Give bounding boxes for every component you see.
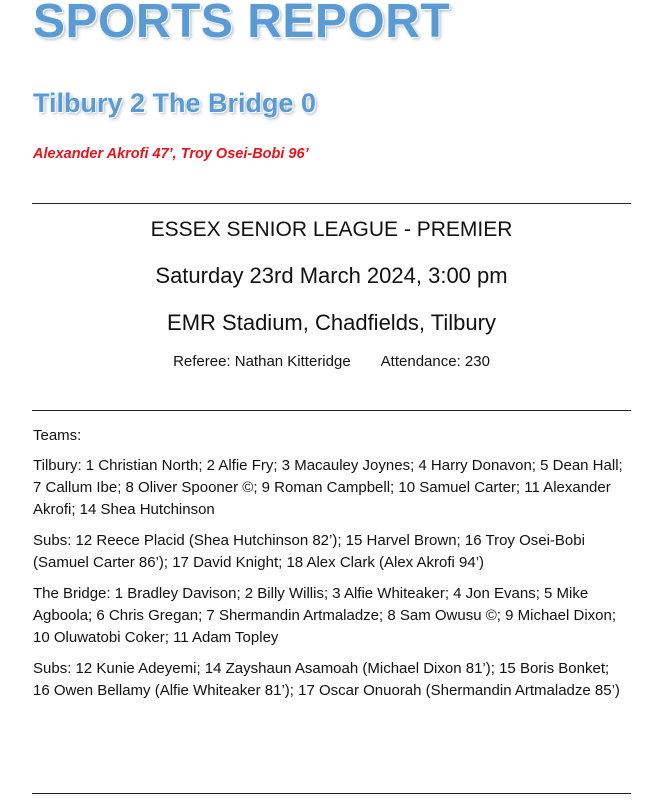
report-title: SPORTS REPORT [33, 0, 451, 48]
competition-name: ESSEX SENIOR LEAGUE - PREMIER [150, 218, 513, 241]
score-line: Tilbury 2 The Bridge 0 [33, 88, 317, 118]
match-date-time: Saturday 23rd March 2024, 3:00 pm [155, 263, 508, 288]
attendance: Attendance: 230 [380, 353, 490, 370]
bridge-subs: Subs: 12 Kunie Adeyemi; 14 Zayshaun Asamoah (Michael Dixon 81’); 15 Boris Bonket; 16 Owen Bellamy (Alfie Whiteaker 81’); 17 Oscar Onuorah (Shermandin Artmaladze 85’) [33, 660, 620, 699]
referee: Referee: Nathan Kitteridge [173, 353, 351, 370]
match-venue: EMR Stadium, Chadfields, Tilbury [167, 310, 496, 335]
teams-heading: Teams: [33, 427, 82, 444]
bridge-lineup: The Bridge: 1 Bradley Davison; 2 Billy Willis; 3 Alfie Whiteaker; 4 Jon Evans; 5 Mike Agboola; 6 Chris Gregan; 7 Shermandin Artmaladze; 8 Sam Owusu ©; 9 Michael Dixon; 10 Oluwatobi Coker; 11 Adam Topley [33, 585, 617, 646]
match-officials-row [32, 353, 631, 370]
goal-scorers: Alexander Akrofi 47’, Troy Osei-Bobi 96’ [33, 146, 309, 162]
divider-middle [32, 410, 631, 411]
tilbury-subs: Subs: 12 Reece Placid (Shea Hutchinson 82’); 15 Harvel Brown; 16 Troy Osei-Bobi (Samuel Carter 86’); 17 David Knight; 18 Alex Clark (Alex Akrofi 94’) [33, 532, 585, 571]
divider-top [32, 203, 631, 204]
teams-section [33, 425, 623, 711]
divider-bottom [32, 793, 631, 794]
tilbury-lineup: Tilbury: 1 Christian North; 2 Alfie Fry; 3 Macauley Joynes; 4 Harry Donavon; 5 Dean Hall; 7 Callum Ibe; 8 Oliver Spooner ©; 9 Roman Campbell; 10 Samuel Carter; 11 Alexander Akrofi; 14 Shea Hutchinson [33, 457, 623, 518]
